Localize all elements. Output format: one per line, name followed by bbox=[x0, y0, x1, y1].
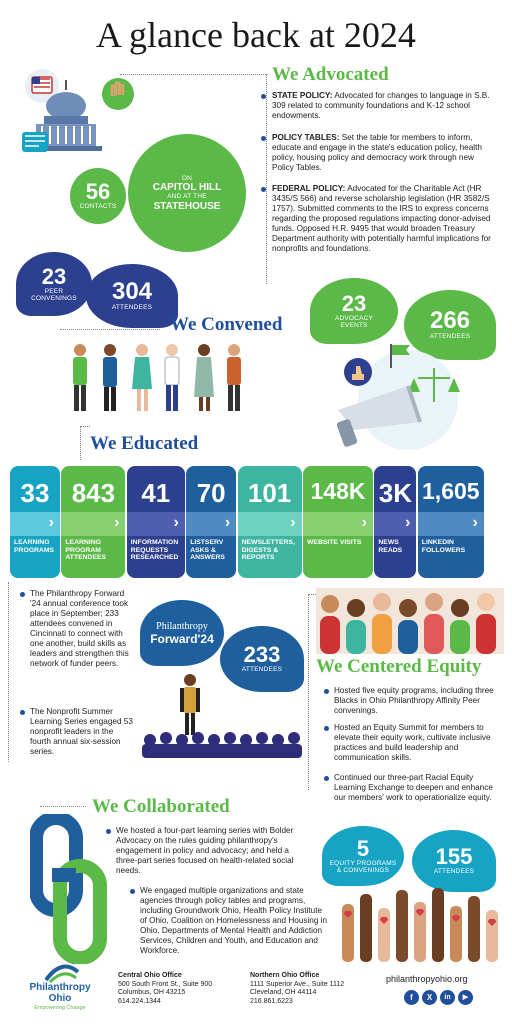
advocacy-events-number: 23 bbox=[341, 290, 367, 316]
convened-attendees-label: ATTENDEES bbox=[111, 304, 153, 312]
stat-number: 70 bbox=[196, 478, 226, 508]
advocated-item-1-text: Advocated for changes to language in S.B. 309 related to community foundations and K-12 school endowments. bbox=[272, 91, 490, 120]
logo-line2: Ohio bbox=[48, 993, 72, 1004]
contacts-number: 56 bbox=[85, 179, 111, 205]
advocated-bullet-3 bbox=[261, 187, 266, 192]
facebook-icon[interactable]: f bbox=[404, 990, 419, 1005]
equity-programs-number: 5 bbox=[356, 835, 370, 861]
youtube-icon[interactable]: ▶ bbox=[458, 990, 473, 1005]
stat-number: 1,605 bbox=[422, 478, 480, 504]
advocacy-events-label2: EVENTS bbox=[340, 322, 368, 329]
advocacy-attendees-number: 266 bbox=[429, 307, 471, 335]
equity-bullet-1 bbox=[324, 689, 329, 694]
chevron-right-icon: › bbox=[290, 514, 296, 531]
advocated-item-1 bbox=[272, 91, 494, 121]
chevron-right-icon: › bbox=[48, 514, 54, 531]
collaborated-bullet-2 bbox=[130, 889, 135, 894]
convened-heading: We Convened bbox=[170, 314, 283, 335]
advocated-item-1-lead: STATE POLICY: bbox=[272, 91, 333, 100]
capitol-line3: AND AT THE bbox=[167, 193, 207, 200]
collaborated-item-1: We hosted a four-part learning series with Bolder Advocacy on the rules guiding philanthropy's engagement in policy and advocacy; and held a three-part series focused on health-related social needs. bbox=[116, 826, 294, 875]
educated-connector bbox=[80, 426, 90, 427]
northern-office-phone: 216.861.6223 bbox=[250, 997, 293, 1005]
chevron-right-icon: › bbox=[405, 514, 411, 531]
peer-convenings-label2: CONVENINGS bbox=[31, 295, 77, 302]
stat-label: LEARNING PROGRAMS bbox=[14, 539, 55, 554]
chevron-right-icon: › bbox=[173, 514, 179, 531]
chevron-right-icon: › bbox=[114, 514, 120, 531]
central-office-addr1: 500 South Front St., Suite 900 bbox=[118, 980, 213, 988]
raised-hands-icon bbox=[336, 884, 504, 962]
equity-vline bbox=[308, 594, 309, 790]
collaborated-heading: We Collaborated bbox=[92, 796, 230, 817]
stat-number: 3K bbox=[378, 478, 413, 508]
chain-illustration bbox=[30, 814, 108, 964]
stat-label: LINKEDIN FOLLOWERS bbox=[421, 539, 466, 554]
chain-link-icon bbox=[30, 814, 108, 964]
advocated-bullet-2 bbox=[261, 136, 266, 141]
logo-tagline: Empowering Change bbox=[34, 1005, 86, 1011]
convened-attendees-number: 304 bbox=[111, 278, 153, 306]
advocated-connector bbox=[120, 74, 266, 75]
stat-tile bbox=[61, 466, 125, 578]
northern-office bbox=[250, 972, 380, 1006]
central-office-title: Central Ohio Office bbox=[118, 972, 182, 979]
collaborated-bullet-1 bbox=[106, 829, 111, 834]
stat-tile bbox=[303, 466, 373, 578]
stat-number: 148K bbox=[310, 478, 366, 504]
equity-bullet-3 bbox=[324, 776, 329, 781]
peer-convenings-circle bbox=[16, 252, 92, 316]
contacts-label: CONTACTS bbox=[79, 203, 117, 211]
advocacy-events-circle bbox=[310, 278, 398, 344]
speaker-icon bbox=[140, 672, 304, 758]
capitol-line4: STATEHOUSE bbox=[153, 200, 221, 212]
stat-tile bbox=[10, 466, 60, 578]
hands-illustration bbox=[336, 884, 504, 962]
capitol-line1: ON bbox=[181, 174, 193, 182]
collaborated-connector bbox=[40, 806, 86, 807]
stat-tile bbox=[418, 466, 484, 578]
website-link[interactable]: philanthropyohio.org bbox=[386, 974, 468, 984]
forward-para-1: The Philanthropy Forward '24 annual conference took place in September; 233 attendees convened in Cincinnati to connect with one another, build skills as leaders and strengthen this network of funder peers. bbox=[30, 589, 129, 668]
equity-item-2: Hosted an Equity Summit for members to elevate their equity work, cultivate inclusive practices and build leadership and communication skills. bbox=[334, 723, 491, 762]
stat-number: 843 bbox=[71, 478, 116, 508]
northern-office-addr1: 1111 Superior Ave., Suite 1112 bbox=[250, 980, 345, 988]
advocated-item-3-lead: FEDERAL POLICY: bbox=[272, 184, 346, 193]
equity-connector bbox=[308, 594, 316, 595]
logo-mark-icon bbox=[42, 962, 82, 984]
stat-tile bbox=[238, 466, 302, 578]
advocated-item-2-text: Set the table for members to inform, educate and engage in the state's education policy, health policy, housing policy and democracy work through new Policy Tables. bbox=[272, 133, 482, 172]
forward-bubble-line1: Philanthropy bbox=[156, 620, 208, 632]
peer-convenings-number: 23 bbox=[41, 263, 67, 289]
x-twitter-icon[interactable]: X bbox=[422, 990, 437, 1005]
convened-connector bbox=[60, 329, 160, 330]
advocated-item-2-lead: POLICY TABLES: bbox=[272, 133, 340, 142]
equity-illustration bbox=[316, 588, 504, 654]
advocated-item-3-text: Advocated for the Charitable Act (HR 3435/S 566) and reverse scholarship legislation (HR 3582/S 1757). Submitted comments to the IRS to express concerns regarding the proposed regulations impacting donor-advised funds. Opposed H.R. 9495 that would broaden Treasury Department authority with potentially harmful implications for nonprofits and foundations. bbox=[272, 184, 491, 253]
equity-item-1: Hosted five equity programs, including three Blacks in Ohio Philanthropy Affinity Peer convenings. bbox=[334, 686, 494, 715]
stat-tile bbox=[186, 466, 236, 578]
forward-attendees-number: 233 bbox=[243, 642, 281, 668]
central-office-phone: 614.224.1344 bbox=[118, 997, 161, 1005]
forward-bullet-2 bbox=[20, 710, 25, 715]
chevron-right-icon: › bbox=[224, 514, 231, 531]
advocacy-illustration bbox=[318, 340, 498, 460]
people-illustration bbox=[68, 340, 254, 416]
equity-attendees-circle bbox=[412, 830, 496, 892]
stat-number: 33 bbox=[20, 478, 50, 508]
stat-label: LISTSERV ASKS & ANSWERS bbox=[190, 539, 225, 561]
forward-bubble bbox=[140, 600, 224, 666]
forward-attendees-label: ATTENDEES bbox=[241, 666, 283, 674]
central-office-addr2: Columbus, OH 43215 bbox=[118, 989, 186, 996]
stat-label: NEWS READS bbox=[378, 539, 403, 554]
chevron-right-icon: › bbox=[472, 514, 478, 531]
capitol-line2: CAPITOL HILL bbox=[152, 182, 222, 193]
forward-vline bbox=[8, 582, 9, 762]
equity-item-3: Continued our three-part Racial Equity Learning Exchange to deepen and enhance our members' work to operationalize equity. bbox=[334, 773, 493, 802]
stat-label: NEWSLETTERS, DIGESTS & REPORTS bbox=[241, 539, 295, 561]
stat-number: 41 bbox=[141, 478, 171, 508]
people-icon bbox=[68, 340, 254, 416]
stat-tile bbox=[374, 466, 416, 578]
educated-vline bbox=[80, 426, 81, 460]
northern-office-title: Northern Ohio Office bbox=[250, 972, 320, 979]
stat-label: WEBSITE VISITS bbox=[307, 539, 362, 546]
advocacy-attendees-label: ATTENDEES bbox=[429, 333, 471, 341]
page-title: A glance back at 2024 bbox=[96, 15, 416, 55]
central-office bbox=[118, 972, 248, 1006]
peer-convenings-label1: PEER bbox=[44, 287, 64, 295]
chevron-right-icon: › bbox=[361, 514, 367, 531]
convened-attendees-circle bbox=[86, 264, 178, 328]
northern-office-addr2: Cleveland, OH 44114 bbox=[250, 989, 317, 996]
advocated-item-3 bbox=[272, 184, 494, 254]
logo-line1: Philanthropy bbox=[29, 982, 91, 993]
equity-programs-label: EQUITY PROGRAMS & CONVENINGS bbox=[329, 859, 397, 874]
equity-attendees-label: ATTENDEES bbox=[433, 868, 475, 876]
capitol-icon bbox=[20, 66, 140, 176]
capitol-circle bbox=[128, 134, 246, 252]
crowd-icon bbox=[316, 588, 504, 654]
forward-bubble-line2: Forward'24 bbox=[150, 631, 214, 646]
educated-heading: We Educated bbox=[90, 433, 199, 454]
contacts-circle bbox=[70, 168, 126, 224]
stat-label: INFORMATION REQUESTS RESEARCHED bbox=[130, 539, 179, 561]
advocacy-events-label1: ADVOCACY bbox=[334, 314, 374, 322]
footer-logo bbox=[20, 962, 100, 1018]
equity-bullet-2 bbox=[324, 726, 329, 731]
capitol-illustration bbox=[20, 66, 140, 176]
stat-number: 101 bbox=[247, 478, 292, 508]
advocated-bullet-1 bbox=[261, 94, 266, 99]
advocated-vline bbox=[266, 74, 267, 284]
forward-bullet-1 bbox=[20, 592, 25, 597]
speaker-illustration bbox=[140, 672, 304, 758]
equity-attendees-number: 155 bbox=[435, 844, 473, 870]
advocated-item-2 bbox=[272, 133, 494, 173]
megaphone-icon bbox=[318, 340, 498, 460]
stat-tile bbox=[127, 466, 185, 578]
equity-programs-circle bbox=[322, 826, 404, 886]
stat-label: LEARNING PROGRAM ATTENDEES bbox=[65, 539, 107, 561]
equity-heading: We Centered Equity bbox=[316, 656, 482, 677]
forward-para-2: The Nonprofit Summer Learning Series engaged 53 nonprofit leaders in the fourth annual six-session series. bbox=[30, 707, 133, 756]
advocated-heading: We Advocated bbox=[272, 64, 389, 85]
collaborated-item-2: We engaged multiple organizations and state agencies through policy tables and programs, including Groundwork Ohio, Health Policy Institute of Ohio, Coalition on Homelessness and Housing in Ohio, Departments of Mental Health and Addiction Services, Children and Youth, and Education and Workforce. bbox=[140, 886, 328, 955]
linkedin-icon[interactable]: in bbox=[440, 990, 455, 1005]
